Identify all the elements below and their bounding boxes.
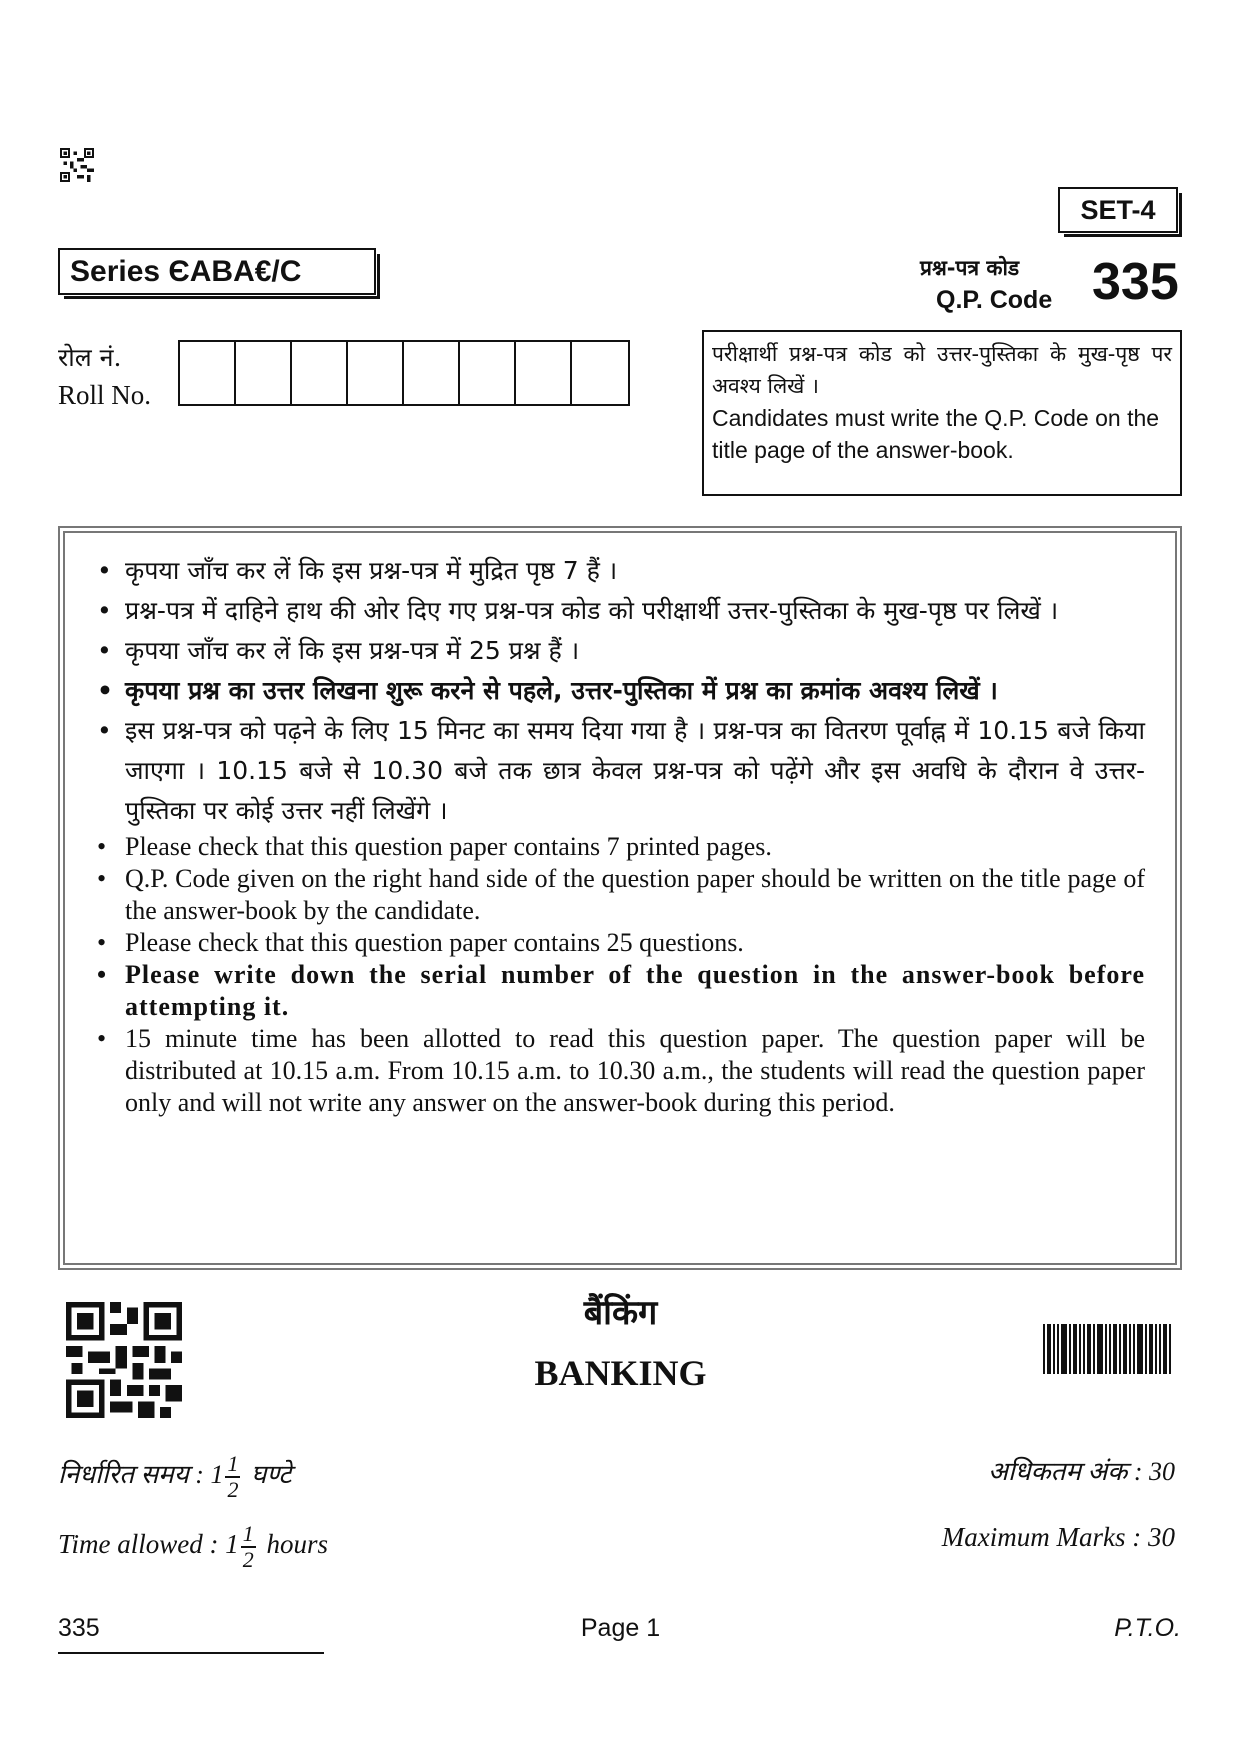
- time-allowed: [58, 1522, 328, 1572]
- roll-digit-box[interactable]: [572, 342, 628, 404]
- fraction-numerator: 1: [242, 1521, 254, 1546]
- time-english-suffix: hours: [266, 1529, 329, 1560]
- maximum-marks-hindi: अधिकतम अंक : 30: [988, 1457, 1175, 1486]
- roll-digit-box[interactable]: [180, 342, 236, 404]
- subject-title-hindi: बैंकिंग: [583, 1293, 658, 1333]
- qp-code-label-hindi: प्रश्न-पत्र कोड: [920, 256, 1020, 280]
- fraction-numerator: 1: [227, 1451, 239, 1476]
- instruction-item: • Please check that this question paper contains 7 printed pages.: [95, 831, 1145, 863]
- roll-digit-box[interactable]: [292, 342, 348, 404]
- notice-english: Candidates must write the Q.P. Code on the title page of the answer-book.: [712, 405, 1160, 463]
- instruction-item: • Please check that this question paper contains 25 questions.: [95, 927, 1145, 959]
- instruction-item: • कृपया जाँच कर लें कि इस प्रश्न-पत्र में मुद्रित पृष्ठ 7 हैं ।: [95, 551, 1145, 591]
- roll-digit-box[interactable]: [516, 342, 572, 404]
- roll-digit-box[interactable]: [460, 342, 516, 404]
- time-allowed-hindi: [58, 1452, 292, 1502]
- time-hindi-prefix: निर्धारित समय : 1: [58, 1459, 224, 1489]
- maximum-marks: Maximum Marks : 30: [941, 1522, 1175, 1552]
- fraction-denominator: 2: [227, 1477, 239, 1502]
- instruction-item: • इस प्रश्न-पत्र को पढ़ने के लिए 15 मिनट का समय दिया गया है । प्रश्न-पत्र का वितरण पूर्वाह्न में 10.15 बजे किया जाएगा । 10.15 बजे से 10.30 बजे तक छात्र केवल प्रश्न-पत्र को पढ़ेंगे और इस अवधि के दौरान वे उत्तर-पुस्तिका पर कोई उत्तर नहीं लिखेंगे ।: [95, 711, 1145, 831]
- please-turn-over: P.T.O.: [1114, 1614, 1181, 1642]
- roll-label-hindi: रोल नं.: [58, 343, 122, 372]
- roll-digit-box[interactable]: [404, 342, 460, 404]
- instruction-item: • कृपया जाँच कर लें कि इस प्रश्न-पत्र में 25 प्रश्न हैं ।: [95, 631, 1145, 671]
- subject-title: BANKING: [534, 1353, 707, 1393]
- series-label: Series ЄABA€/C: [58, 248, 376, 295]
- qp-code: 335: [1092, 253, 1179, 311]
- footer-qp-code: 335: [58, 1614, 100, 1642]
- time-hindi-suffix: घण्टे: [250, 1459, 292, 1489]
- fraction: [241, 1522, 256, 1572]
- page-number: Page 1: [580, 1614, 661, 1642]
- time-english-prefix: Time allowed : 1: [58, 1529, 239, 1560]
- instructions-box: [58, 526, 1182, 1270]
- footer-divider: [58, 1652, 324, 1654]
- notice-hindi: परीक्षार्थी प्रश्न-पत्र कोड को उत्तर-पुस्तिका के मुख-पृष्ठ पर अवश्य लिखें ।: [712, 342, 1172, 398]
- set-label: SET-4: [1058, 187, 1178, 233]
- fraction-denominator: 2: [242, 1547, 254, 1572]
- roll-digit-box[interactable]: [236, 342, 292, 404]
- instruction-item: • प्रश्न-पत्र में दाहिने हाथ की ओर दिए गए प्रश्न-पत्र कोड को परीक्षार्थी उत्तर-पुस्तिका के मुख-पृष्ठ पर लिखें ।: [95, 591, 1145, 631]
- roll-number-boxes[interactable]: [178, 340, 630, 406]
- roll-digit-box[interactable]: [348, 342, 404, 404]
- qr-code-icon: [60, 148, 94, 182]
- instructions-list: [95, 551, 1145, 1119]
- barcode-icon: [1043, 1324, 1171, 1374]
- instruction-item: • 15 minute time has been allotted to read this question paper. The question paper will be distributed at 10.15 a.m. From 10.15 a.m. to 10.30 a.m., the students will read the question paper only and will not write any answer on the answer-book during this period.: [95, 1023, 1145, 1119]
- instruction-item: • Q.P. Code given on the right hand side of the question paper should be written on the title page of the answer-book by the candidate.: [95, 863, 1145, 927]
- fraction: [225, 1452, 240, 1502]
- instruction-item: • कृपया प्रश्न का उत्तर लिखना शुरू करने से पहले, उत्तर-पुस्तिका में प्रश्न का क्रमांक अवश्य लिखें ।: [95, 671, 1145, 711]
- qp-code-notice: [702, 330, 1182, 496]
- instruction-item: • Please write down the serial number of the question in the answer-book before attempting it.: [95, 959, 1145, 1023]
- qp-code-label: Q.P. Code: [936, 286, 1053, 314]
- roll-label: Roll No.: [58, 380, 152, 410]
